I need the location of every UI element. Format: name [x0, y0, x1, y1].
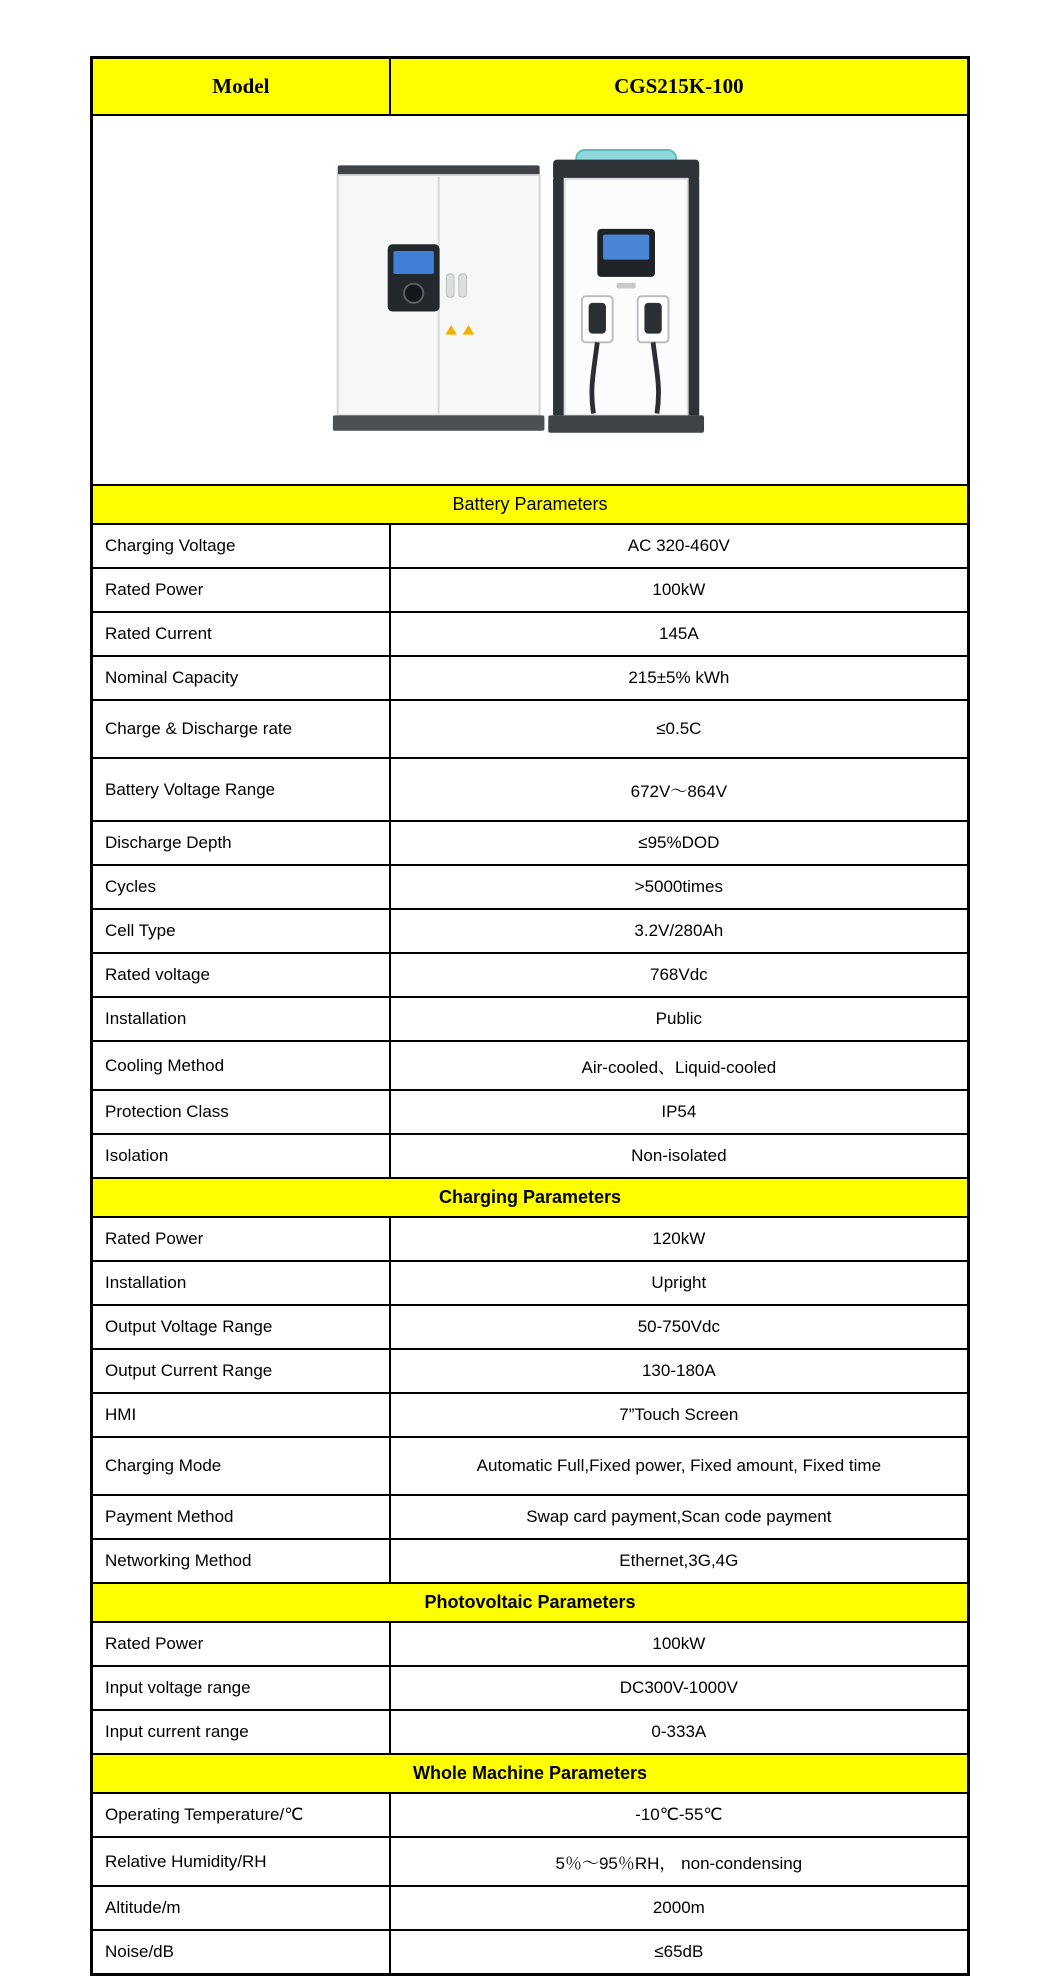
spec-row	[92, 524, 969, 568]
spec-row	[92, 1539, 969, 1583]
param-value: ≤0.5C	[390, 700, 969, 758]
param-value: Upright	[390, 1261, 969, 1305]
param-value: DC300V-1000V	[390, 1666, 969, 1710]
section-title: Charging Parameters	[92, 1178, 969, 1217]
spec-row	[92, 1793, 969, 1837]
param-name: Input voltage range	[92, 1666, 390, 1710]
product-image-cell	[92, 115, 969, 485]
param-value: -10℃-55℃	[390, 1793, 969, 1837]
spec-row	[92, 909, 969, 953]
spec-row	[92, 997, 969, 1041]
param-name: Networking Method	[92, 1539, 390, 1583]
param-value: 2000m	[390, 1886, 969, 1930]
param-value: IP54	[390, 1090, 969, 1134]
param-name: Rated Power	[92, 1217, 390, 1261]
spec-row	[92, 1041, 969, 1090]
model-header-row	[92, 58, 969, 116]
param-name: Charging Voltage	[92, 524, 390, 568]
param-name: Payment Method	[92, 1495, 390, 1539]
param-name: Battery Voltage Range	[92, 758, 390, 821]
param-name: Protection Class	[92, 1090, 390, 1134]
spec-row	[92, 700, 969, 758]
param-value: 130-180A	[390, 1349, 969, 1393]
param-value: 768Vdc	[390, 953, 969, 997]
param-name: Charge & Discharge rate	[92, 700, 390, 758]
storage-cabinet	[333, 165, 545, 430]
spec-table-body	[92, 58, 969, 1975]
param-name: Noise/dB	[92, 1930, 390, 1975]
param-name: Charging Mode	[92, 1437, 390, 1495]
param-value: Ethernet,3G,4G	[390, 1539, 969, 1583]
section-title: Battery Parameters	[92, 485, 969, 524]
param-name: Input current range	[92, 1710, 390, 1754]
param-value: 120kW	[390, 1217, 969, 1261]
param-value: Automatic Full,Fixed power, Fixed amount, Fixed time	[390, 1437, 969, 1495]
spec-row	[92, 1886, 969, 1930]
spec-row	[92, 568, 969, 612]
param-value: 50-750Vdc	[390, 1305, 969, 1349]
param-name: Rated Power	[92, 1622, 390, 1666]
section-header-row	[92, 1754, 969, 1793]
param-name: Rated voltage	[92, 953, 390, 997]
param-name: Cooling Method	[92, 1041, 390, 1090]
spec-row	[92, 1134, 969, 1178]
param-name: Nominal Capacity	[92, 656, 390, 700]
spec-row	[92, 865, 969, 909]
spec-row	[92, 1622, 969, 1666]
spec-row	[92, 1930, 969, 1975]
spec-row	[92, 1217, 969, 1261]
spec-row	[92, 612, 969, 656]
spec-row	[92, 1495, 969, 1539]
spec-row	[92, 1393, 969, 1437]
section-header-row	[92, 485, 969, 524]
spec-row	[92, 656, 969, 700]
param-value: AC 320-460V	[390, 524, 969, 568]
param-value: 145A	[390, 612, 969, 656]
spec-row	[92, 758, 969, 821]
param-value: Swap card payment,Scan code payment	[390, 1495, 969, 1539]
spec-row	[92, 1710, 969, 1754]
product-image	[93, 124, 967, 476]
param-value: 100kW	[390, 568, 969, 612]
param-name: Output Current Range	[92, 1349, 390, 1393]
param-value: 215±5% kWh	[390, 656, 969, 700]
param-name: HMI	[92, 1393, 390, 1437]
section-title: Whole Machine Parameters	[92, 1754, 969, 1793]
param-value: 7”Touch Screen	[390, 1393, 969, 1437]
param-value: 672V～864V	[390, 758, 969, 821]
param-name: Discharge Depth	[92, 821, 390, 865]
param-value: Public	[390, 997, 969, 1041]
param-name: Cell Type	[92, 909, 390, 953]
param-name: Installation	[92, 997, 390, 1041]
param-value: 100kW	[390, 1622, 969, 1666]
param-name: Rated Current	[92, 612, 390, 656]
spec-table	[90, 56, 970, 1976]
section-header-row	[92, 1178, 969, 1217]
spec-row	[92, 1261, 969, 1305]
section-title: Photovoltaic Parameters	[92, 1583, 969, 1622]
spec-row	[92, 1305, 969, 1349]
spec-row	[92, 953, 969, 997]
param-name: Rated Power	[92, 568, 390, 612]
param-name: Operating Temperature/℃	[92, 1793, 390, 1837]
param-value: 5％～95％RH， non-condensing	[390, 1837, 969, 1886]
spec-row	[92, 1837, 969, 1886]
model-label: Model	[92, 58, 390, 116]
param-name: Cycles	[92, 865, 390, 909]
product-illustration	[280, 135, 780, 465]
param-value: Air-cooled、Liquid-cooled	[390, 1041, 969, 1090]
spec-row	[92, 1090, 969, 1134]
param-value: 0-333A	[390, 1710, 969, 1754]
param-name: Installation	[92, 1261, 390, 1305]
spec-row	[92, 1666, 969, 1710]
param-name: Isolation	[92, 1134, 390, 1178]
param-name: Output Voltage Range	[92, 1305, 390, 1349]
param-name: Relative Humidity/RH	[92, 1837, 390, 1886]
param-value: ≤65dB	[390, 1930, 969, 1975]
param-value: Non-isolated	[390, 1134, 969, 1178]
param-name: Altitude/m	[92, 1886, 390, 1930]
model-value: CGS215K-100	[390, 58, 969, 116]
spec-row	[92, 821, 969, 865]
product-image-row	[92, 115, 969, 485]
spec-row	[92, 1437, 969, 1495]
charging-pile	[548, 150, 704, 433]
spec-row	[92, 1349, 969, 1393]
section-header-row	[92, 1583, 969, 1622]
param-value: 3.2V/280Ah	[390, 909, 969, 953]
param-value: ≤95%DOD	[390, 821, 969, 865]
param-value: >5000times	[390, 865, 969, 909]
